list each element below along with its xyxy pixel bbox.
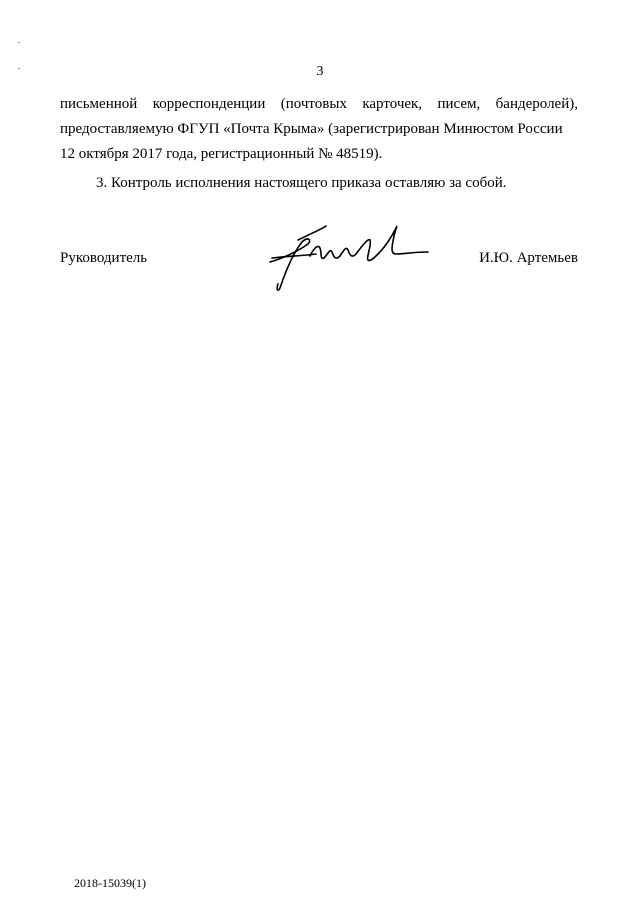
signer-name: И.Ю. Артемьев [479,250,578,266]
handwritten-signature-icon [264,218,434,296]
scan-artifact [18,42,20,43]
word: бандеролей), [495,96,578,112]
word: письменной [60,96,138,112]
page-number: 3 [316,64,324,79]
paragraph-2: 3. Контроль исполнения настоящего приказа оставляю за собой. [96,175,507,191]
paragraph-1-line-2: предоставляемую ФГУП «Почта Крыма» (зарегистрирован Минюстом России [60,121,563,137]
paragraph-1 [60,92,578,167]
word: (почтовых [280,96,347,112]
word: карточек, [362,96,423,112]
word: корреспонденции [152,96,266,112]
signer-position: Руководитель [60,250,148,266]
paragraph-1-line-3: 12 октября 2017 года, регистрационный № 48519). [60,146,383,162]
word: писем, [437,96,481,112]
document-code: 2018-15039(1) [74,876,146,890]
scan-artifact [18,68,20,69]
paragraph-1-line-1 [60,92,578,117]
